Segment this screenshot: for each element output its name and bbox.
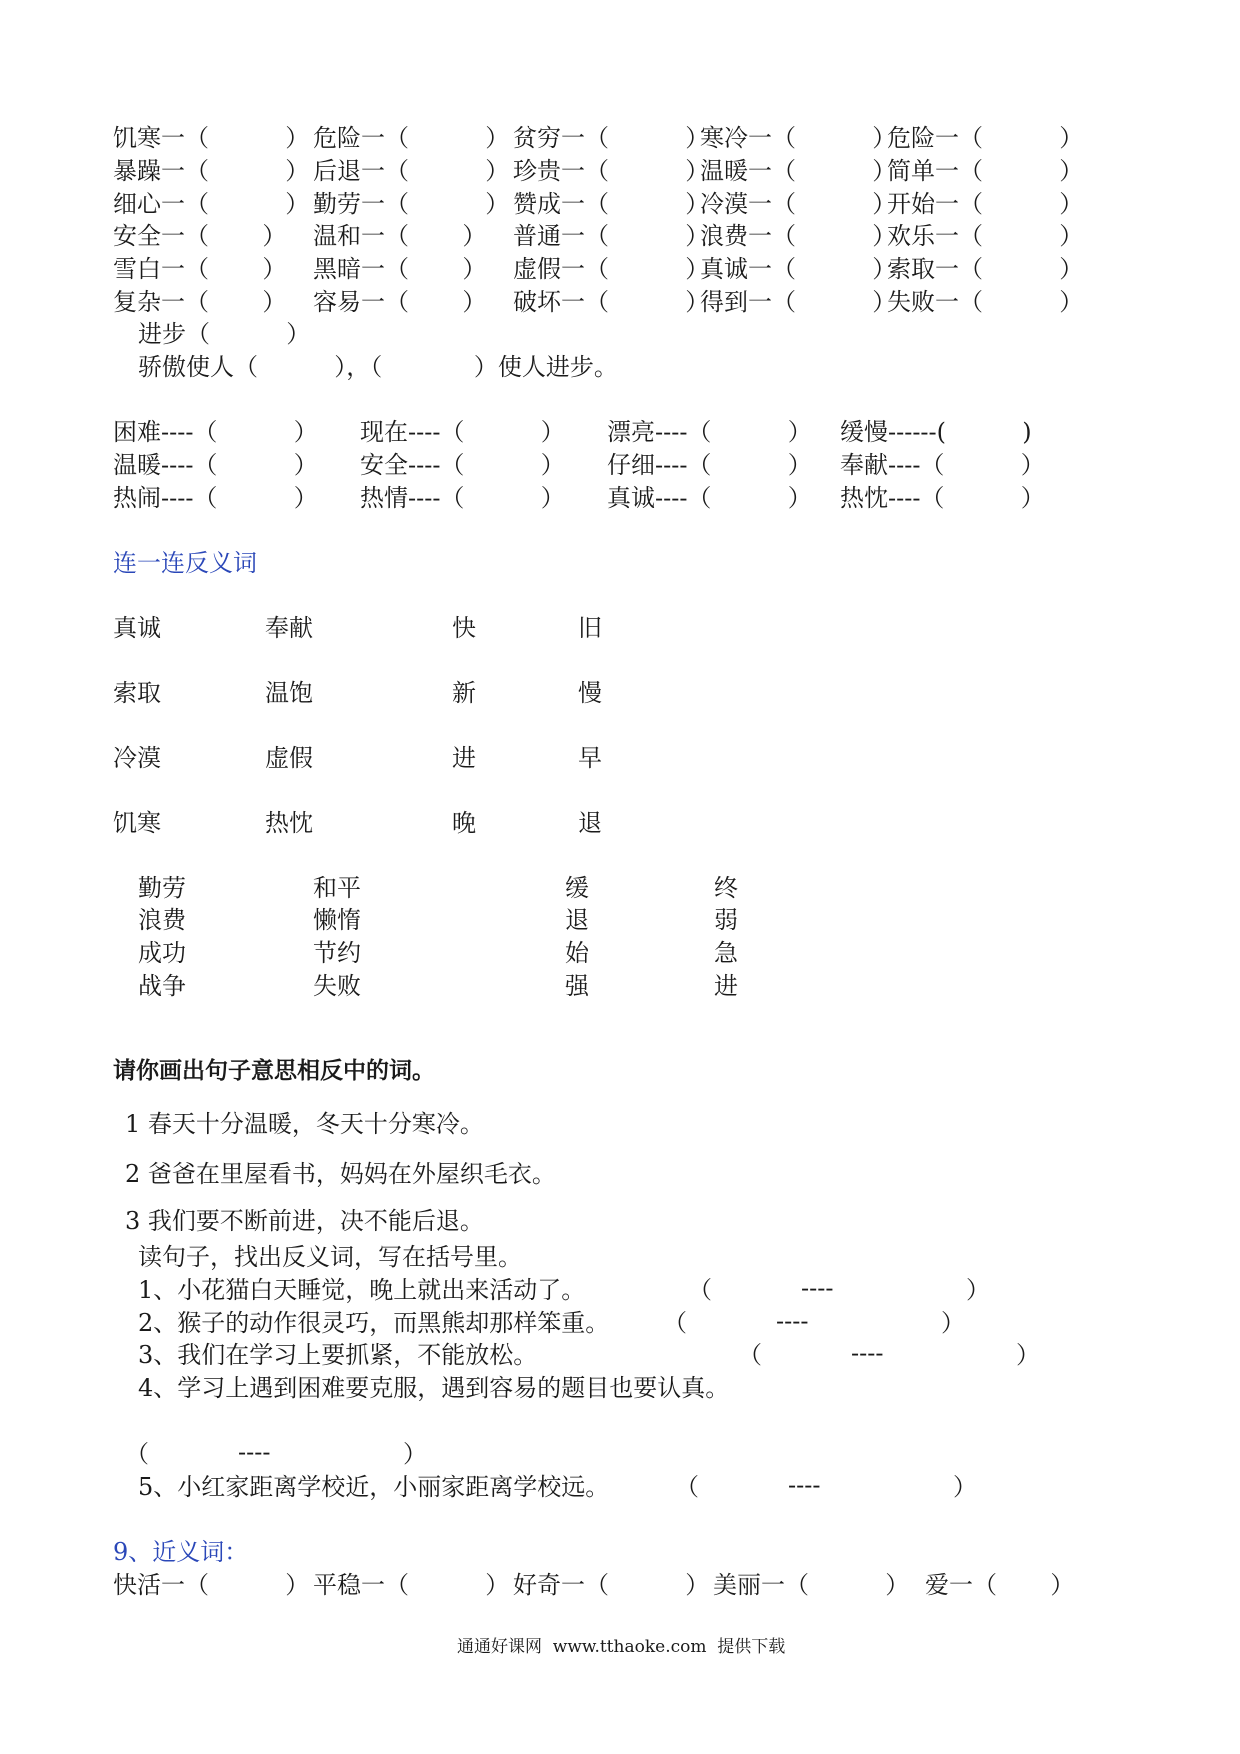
antonym-cell: 失败一（ ） bbox=[887, 288, 1084, 316]
dash-cell: 温暖----（ ） bbox=[113, 451, 318, 479]
connect-word: 新 bbox=[452, 679, 476, 707]
answer-dashes: ---- bbox=[851, 1339, 884, 1367]
dash-cell: 漂亮----（ ） bbox=[607, 418, 812, 446]
connect-word: 缓 bbox=[565, 874, 589, 902]
sentence-section-title: 请你画出句子意思相反中的词。 bbox=[113, 1058, 435, 1084]
antonym-cell: 破坏一（ ） bbox=[513, 288, 710, 316]
dash-cell: 仔细----（ ） bbox=[607, 451, 812, 479]
connect-word: 退 bbox=[565, 906, 589, 934]
antonym-cell: 复杂一（ ） bbox=[113, 288, 287, 316]
antonym-cell: 温暖一（ ） bbox=[700, 157, 897, 185]
answer-open-paren: （ bbox=[688, 1276, 712, 1304]
connect-word: 虚假 bbox=[265, 744, 313, 772]
dash-cell: 安全----（ ） bbox=[360, 451, 565, 479]
connect-word: 进 bbox=[714, 972, 738, 1000]
connect-word: 懒惰 bbox=[313, 906, 361, 934]
antonym-cell: 贫穷一（ ） bbox=[513, 124, 710, 152]
connect-word: 退 bbox=[578, 809, 602, 837]
antonym-cell: 得到一（ ） bbox=[700, 288, 897, 316]
antonym-cell: 安全一（ ） bbox=[113, 222, 287, 250]
answer-open-paren: （ bbox=[738, 1341, 762, 1369]
connect-word: 饥寒 bbox=[113, 809, 161, 837]
antonym-cell: 雪白一（ ） bbox=[113, 255, 287, 283]
antonym-extra: 骄傲使人（ ），（ ）使人进步。 bbox=[138, 353, 618, 381]
dash-cell: 热忱----（ ） bbox=[840, 484, 1045, 512]
connect-word: 强 bbox=[565, 972, 589, 1000]
dash-cell: 困难----（ ） bbox=[113, 418, 318, 446]
answer-close-paren: ） bbox=[403, 1440, 427, 1468]
exercise-item: 2、猴子的动作很灵巧，而黑熊却那样笨重。 bbox=[138, 1309, 610, 1337]
answer-open-paren: （ bbox=[675, 1473, 699, 1501]
antonym-cell: 珍贵一（ ） bbox=[513, 157, 710, 185]
antonym-cell: 危险一（ ） bbox=[887, 124, 1084, 152]
exercise-item: 5、小红家距离学校近，小丽家距离学校远。 bbox=[138, 1473, 610, 1501]
connect-section-title: 连一连反义词 bbox=[113, 549, 257, 577]
connect-word: 慢 bbox=[578, 679, 602, 707]
sentence: 1 春天十分温暖，冬天十分寒冷。 bbox=[125, 1110, 484, 1138]
antonym-cell: 勤劳一（ ） bbox=[313, 190, 510, 218]
exercise-item: 1、小花猫白天睡觉，晚上就出来活动了。 bbox=[138, 1276, 586, 1304]
connect-word: 和平 bbox=[313, 874, 361, 902]
connect-word: 弱 bbox=[714, 906, 738, 934]
exercise-item: 3、我们在学习上要抓紧，不能放松。 bbox=[138, 1341, 538, 1369]
antonym-cell: 温和一（ ） bbox=[313, 222, 487, 250]
antonym-cell: 浪费一（ ） bbox=[700, 222, 897, 250]
synonym-section-title: 9、近义词： bbox=[113, 1538, 249, 1566]
connect-word: 成功 bbox=[138, 939, 186, 967]
dash-cell: 真诚----（ ） bbox=[607, 484, 812, 512]
dash-cell: 缓慢------( ) bbox=[840, 418, 1032, 446]
antonym-cell: 暴躁一（ ） bbox=[113, 157, 310, 185]
antonym-extra: 进步（ ） bbox=[138, 320, 311, 348]
connect-word: 终 bbox=[714, 874, 738, 902]
answer-dashes: ---- bbox=[238, 1438, 271, 1466]
antonym-cell: 冷漠一（ ） bbox=[700, 190, 897, 218]
antonym-cell: 赞成一（ ） bbox=[513, 190, 710, 218]
antonym-cell: 黑暗一（ ） bbox=[313, 255, 487, 283]
connect-word: 奉献 bbox=[265, 614, 313, 642]
connect-word: 晚 bbox=[452, 809, 476, 837]
antonym-cell: 普通一（ ） bbox=[513, 222, 710, 250]
answer-dashes: ---- bbox=[788, 1471, 821, 1499]
antonym-cell: 欢乐一（ ） bbox=[887, 222, 1084, 250]
connect-word: 战争 bbox=[138, 972, 186, 1000]
sentence: 3 我们要不断前进，决不能后退。 bbox=[125, 1207, 484, 1235]
connect-word: 旧 bbox=[578, 614, 602, 642]
connect-word: 始 bbox=[565, 939, 589, 967]
answer-close-paren: ） bbox=[966, 1276, 990, 1304]
dash-cell: 热情----（ ） bbox=[360, 484, 565, 512]
dash-cell: 现在----（ ） bbox=[360, 418, 565, 446]
connect-word: 索取 bbox=[113, 679, 161, 707]
answer-close-paren: ） bbox=[1016, 1341, 1040, 1369]
instruction: 读句子，找出反义词，写在括号里。 bbox=[138, 1243, 522, 1271]
antonym-cell: 后退一（ ） bbox=[313, 157, 510, 185]
connect-word: 早 bbox=[578, 744, 602, 772]
connect-word: 进 bbox=[452, 744, 476, 772]
connect-word: 浪费 bbox=[138, 906, 186, 934]
antonym-cell: 寒冷一（ ） bbox=[700, 124, 897, 152]
antonym-cell: 饥寒一（ ） bbox=[113, 124, 310, 152]
answer-open-paren: （ bbox=[125, 1440, 149, 1468]
antonym-cell: 容易一（ ） bbox=[313, 288, 487, 316]
connect-word: 温饱 bbox=[265, 679, 313, 707]
connect-word: 快 bbox=[452, 614, 476, 642]
synonym-cell: 平稳一（ ） bbox=[313, 1571, 510, 1599]
antonym-cell: 开始一（ ） bbox=[887, 190, 1084, 218]
dash-cell: 奉献----（ ） bbox=[840, 451, 1045, 479]
connect-word: 急 bbox=[714, 939, 738, 967]
answer-close-paren: ） bbox=[953, 1473, 977, 1501]
synonym-cell: 美丽一（ ） bbox=[713, 1571, 910, 1599]
synonym-cell: 快活一（ ） bbox=[113, 1571, 310, 1599]
exercise-item: 4、学习上遇到困难要克服，遇到容易的题目也要认真。 bbox=[138, 1374, 730, 1402]
connect-word: 节约 bbox=[313, 939, 361, 967]
connect-word: 失败 bbox=[313, 972, 361, 1000]
answer-dashes: ---- bbox=[776, 1307, 809, 1335]
sentence: 2 爸爸在里屋看书，妈妈在外屋织毛衣。 bbox=[125, 1160, 556, 1188]
connect-word: 勤劳 bbox=[138, 874, 186, 902]
dash-cell: 热闹----（ ） bbox=[113, 484, 318, 512]
synonym-cell: 好奇一（ ） bbox=[513, 1571, 710, 1599]
page-footer: 通通好课网 www.tthaoke.com 提供下载 bbox=[457, 1637, 786, 1657]
antonym-cell: 索取一（ ） bbox=[887, 255, 1084, 283]
antonym-cell: 虚假一（ ） bbox=[513, 255, 710, 283]
answer-open-paren: （ bbox=[663, 1309, 687, 1337]
antonym-cell: 简单一（ ） bbox=[887, 157, 1084, 185]
antonym-cell: 真诚一（ ） bbox=[700, 255, 897, 283]
connect-word: 真诚 bbox=[113, 614, 161, 642]
connect-word: 冷漠 bbox=[113, 744, 161, 772]
synonym-cell: 爱一（ ） bbox=[925, 1571, 1075, 1599]
connect-word: 热忱 bbox=[265, 809, 313, 837]
answer-close-paren: ） bbox=[941, 1309, 965, 1337]
antonym-cell: 细心一（ ） bbox=[113, 190, 310, 218]
answer-dashes: ---- bbox=[801, 1274, 834, 1302]
antonym-cell: 危险一（ ） bbox=[313, 124, 510, 152]
